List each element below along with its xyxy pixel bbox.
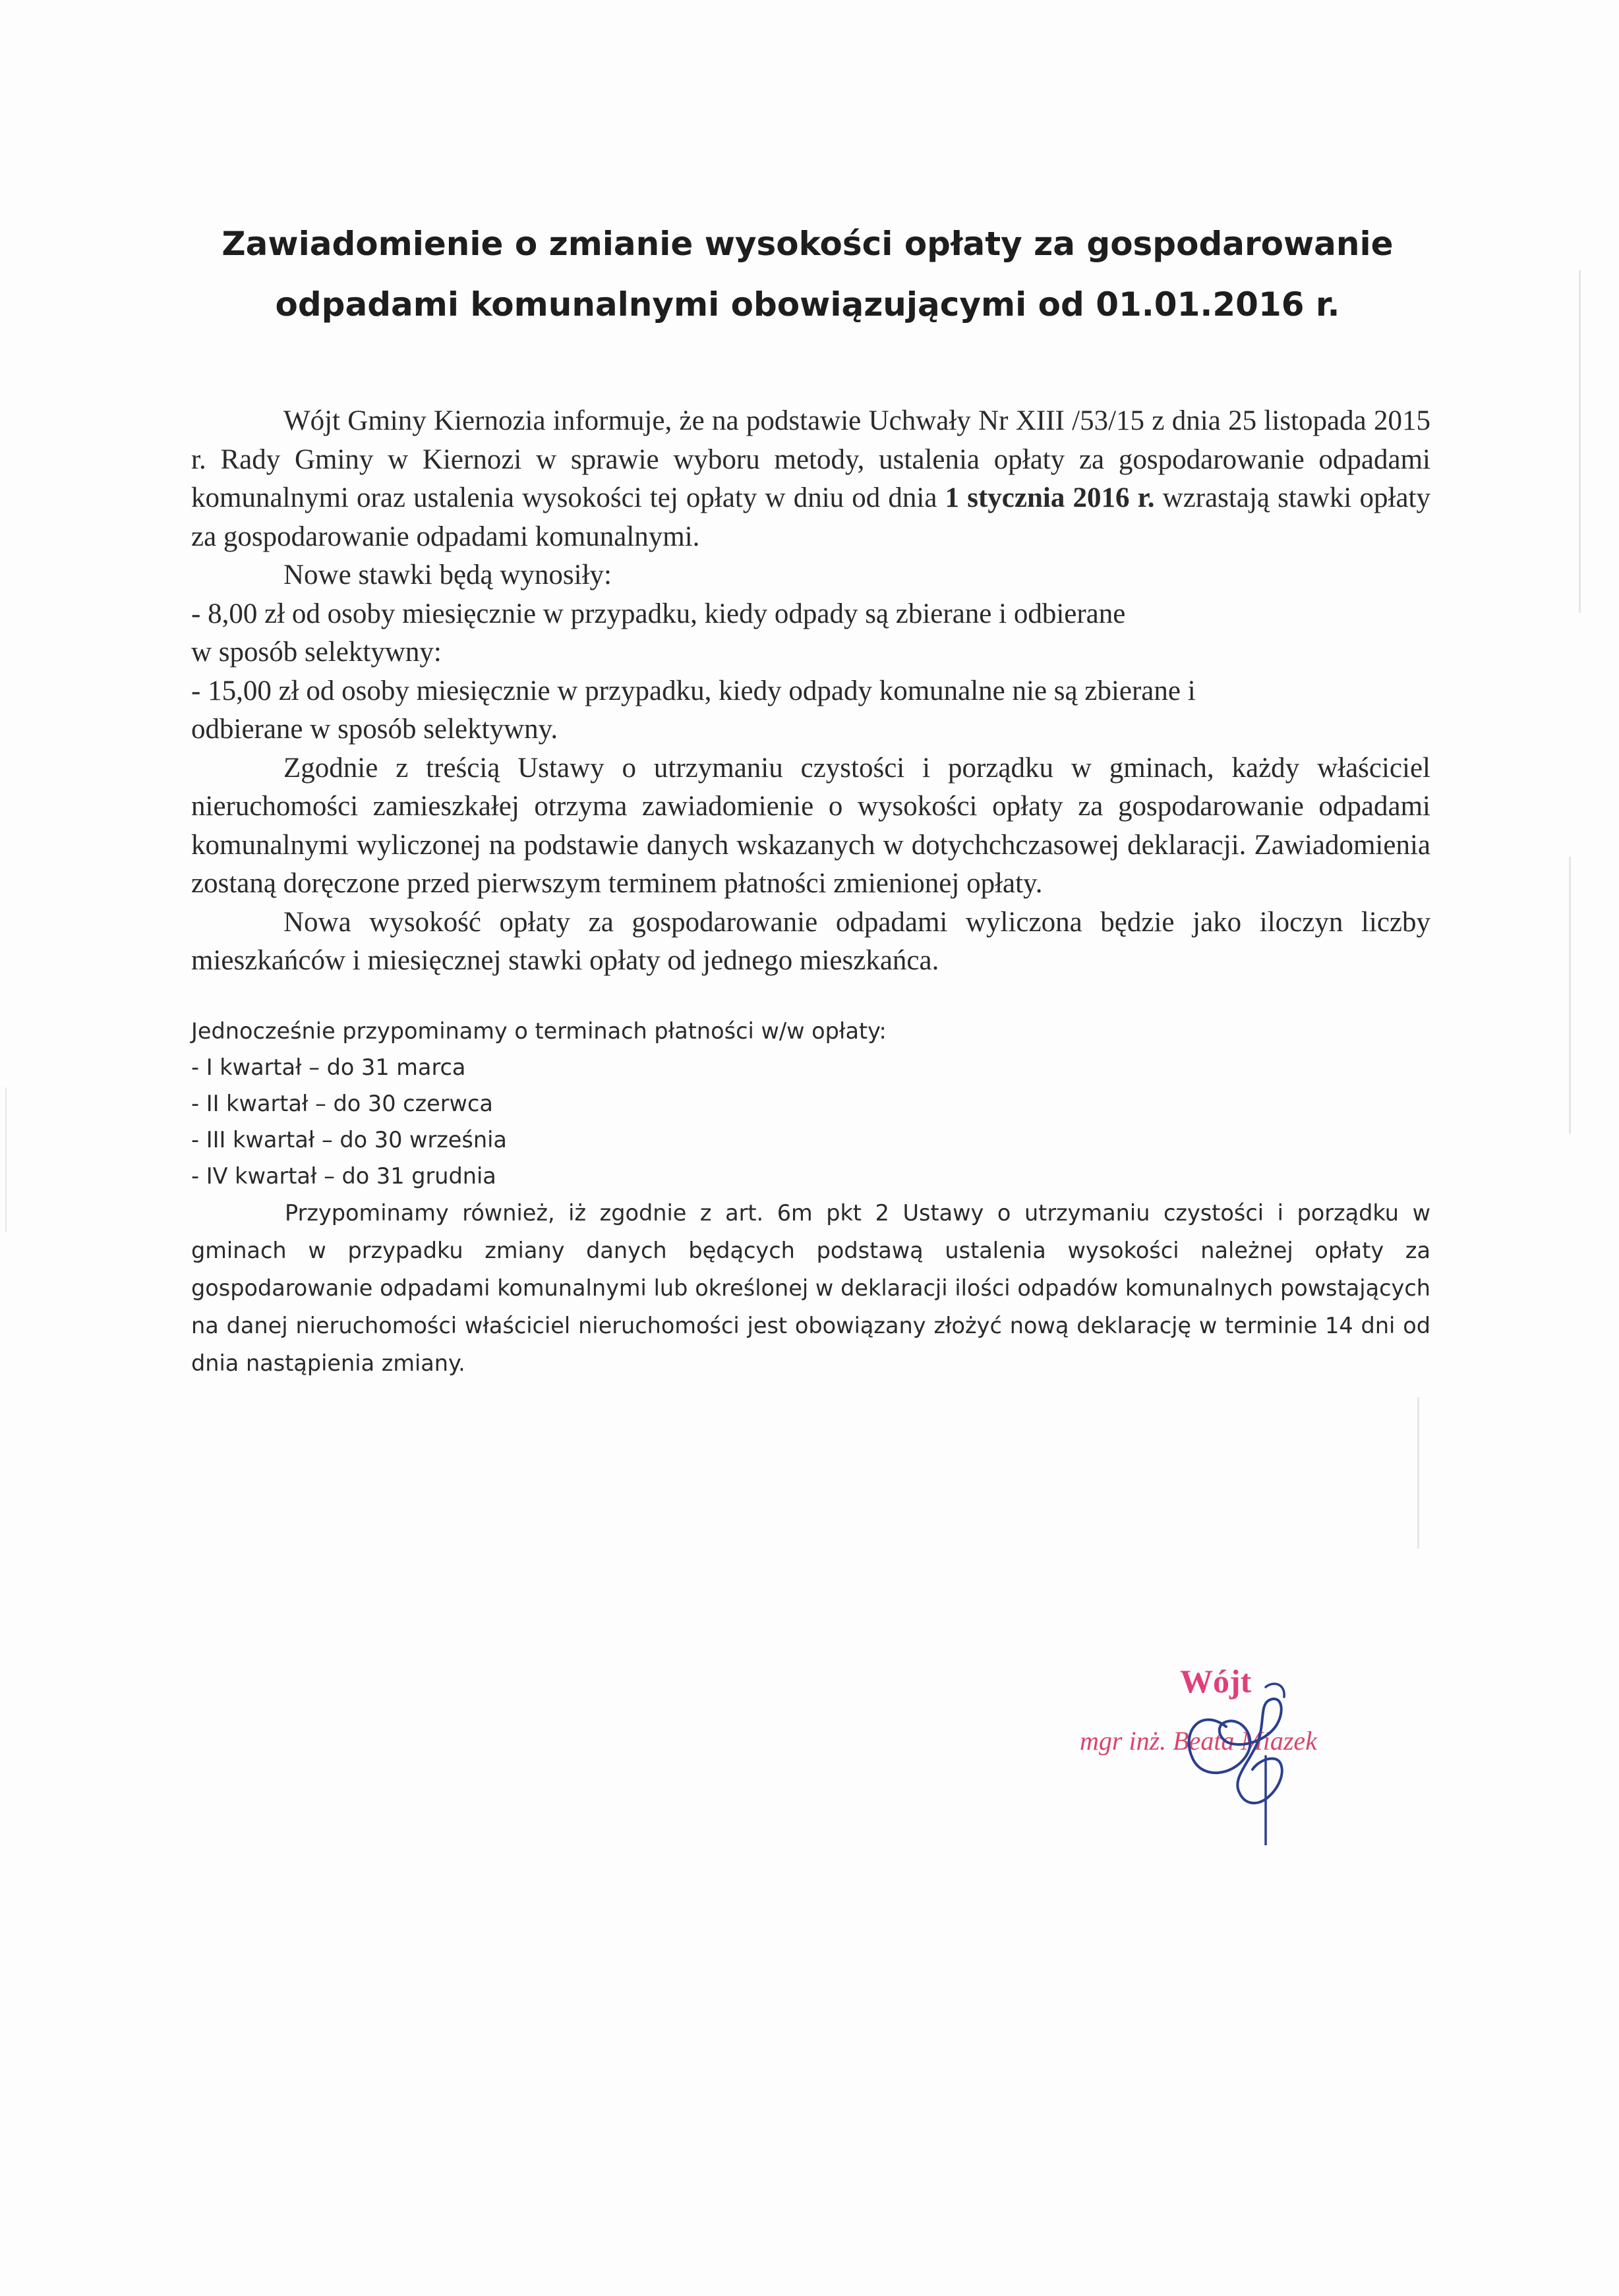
stamp-title: Wójt <box>1180 1663 1252 1700</box>
title-line-2: odpadami komunalnymi obowiązującymi od 01.01.2016 r. <box>275 285 1340 324</box>
rate-non-selective-line-2: odbierane w sposób selektywny. <box>191 714 558 745</box>
rates-intro: Nowe stawki będą wynosiły: <box>283 560 612 590</box>
announcement-text: Wójt Gminy Kiernozia informuje, że na podstawie Uchwały Nr XIII /53/15 z dnia 25 listopada 2015 r. Rady Gminy w Kiernozi w sprawie wyboru metody, ustalenia opłaty za gospodarowanie odpadami komunalnymi oraz ustalenia wysokości tej opłaty w dniu od dnia <box>191 405 1430 513</box>
stamp-name: mgr inż. Beata Miazek <box>1080 1726 1317 1756</box>
notice-body <box>191 402 1430 981</box>
effective-date: 1 stycznia 2016 r. <box>945 482 1155 513</box>
announcement-text-end: wzrastają stawki opłaty za gospodarowanie odpadami komunalnymi. <box>191 482 1430 552</box>
paragraph-calculation: Nowa wysokość opłaty za gospodarowanie odpadami wyliczona będzie jako iloczyn liczby mieszkańców i miesięcznej stawki opłaty od jednego mieszkańca. <box>191 906 1430 976</box>
reminder-text: Przypominamy również, iż zgodnie z art. 6m pkt 2 Ustawy o utrzymaniu czystości i porządku w gminach w przypadku zmiany danych będących podstawą ustalenia wysokości należnej opłaty za gospodarowanie odpadami komunalnymi lub określonej w deklaracji ilości odpadów komunalnych powstających na danej nieruchomości właściciel nieruchomości jest obowiązany złożyć nową deklarację w terminie 14 dni od dnia nastąpienia zmiany. <box>191 1200 1430 1376</box>
payment-term-q2: - II kwartał – do 30 czerwca <box>191 1091 493 1116</box>
rate-non-selective-line-1: - 15,00 zł od osoby miesięcznie w przypadku, kiedy odpady komunalne nie są zbierane i <box>191 675 1196 706</box>
scan-artifact <box>1417 1397 1419 1549</box>
document-title <box>165 214 1450 335</box>
signature-block <box>1068 1648 1411 1845</box>
title-line-1: Zawiadomienie o zmianie wysokości opłaty za gospodarowanie <box>221 224 1394 263</box>
rate-selective-line-2: w sposób selektywny: <box>191 637 442 668</box>
scan-artifact <box>1579 270 1581 613</box>
handwritten-signature <box>1068 1648 1411 1845</box>
scan-artifact <box>5 1087 7 1232</box>
payment-term-q1: - I kwartał – do 31 marca <box>191 1054 466 1080</box>
rate-selective-line-1: - 8,00 zł od osoby miesięcznie w przypadku, kiedy odpady są zbierane i odbierane <box>191 598 1126 629</box>
scan-artifact <box>1569 857 1571 1134</box>
rate-selective <box>191 595 1430 672</box>
rate-non-selective <box>191 672 1430 749</box>
payment-term-q4: - IV kwartał – do 31 grudnia <box>191 1163 496 1189</box>
paragraph-announcement <box>191 402 1430 556</box>
payment-term-q3: - III kwartał – do 30 września <box>191 1127 507 1153</box>
payment-intro: Jednocześnie przypominamy o terminach płatności w/w opłaty: <box>191 1018 887 1044</box>
paragraph-notification: Zgodnie z treścią Ustawy o utrzymaniu czystości i porządku w gminach, każdy właściciel nieruchomości zamieszkałej otrzyma zawiadomienie o wysokości opłaty za gospodarowanie odpadami komunalnymi wyliczonej na podstawie danych wskazanych w dotychchczasowej deklaracji. Zawiadomienia zostaną doręczone przed pierwszym terminem płatności zmienionej opłaty. <box>191 752 1430 899</box>
reminder-paragraph <box>191 1194 1430 1382</box>
payment-terms <box>191 1013 1430 1194</box>
